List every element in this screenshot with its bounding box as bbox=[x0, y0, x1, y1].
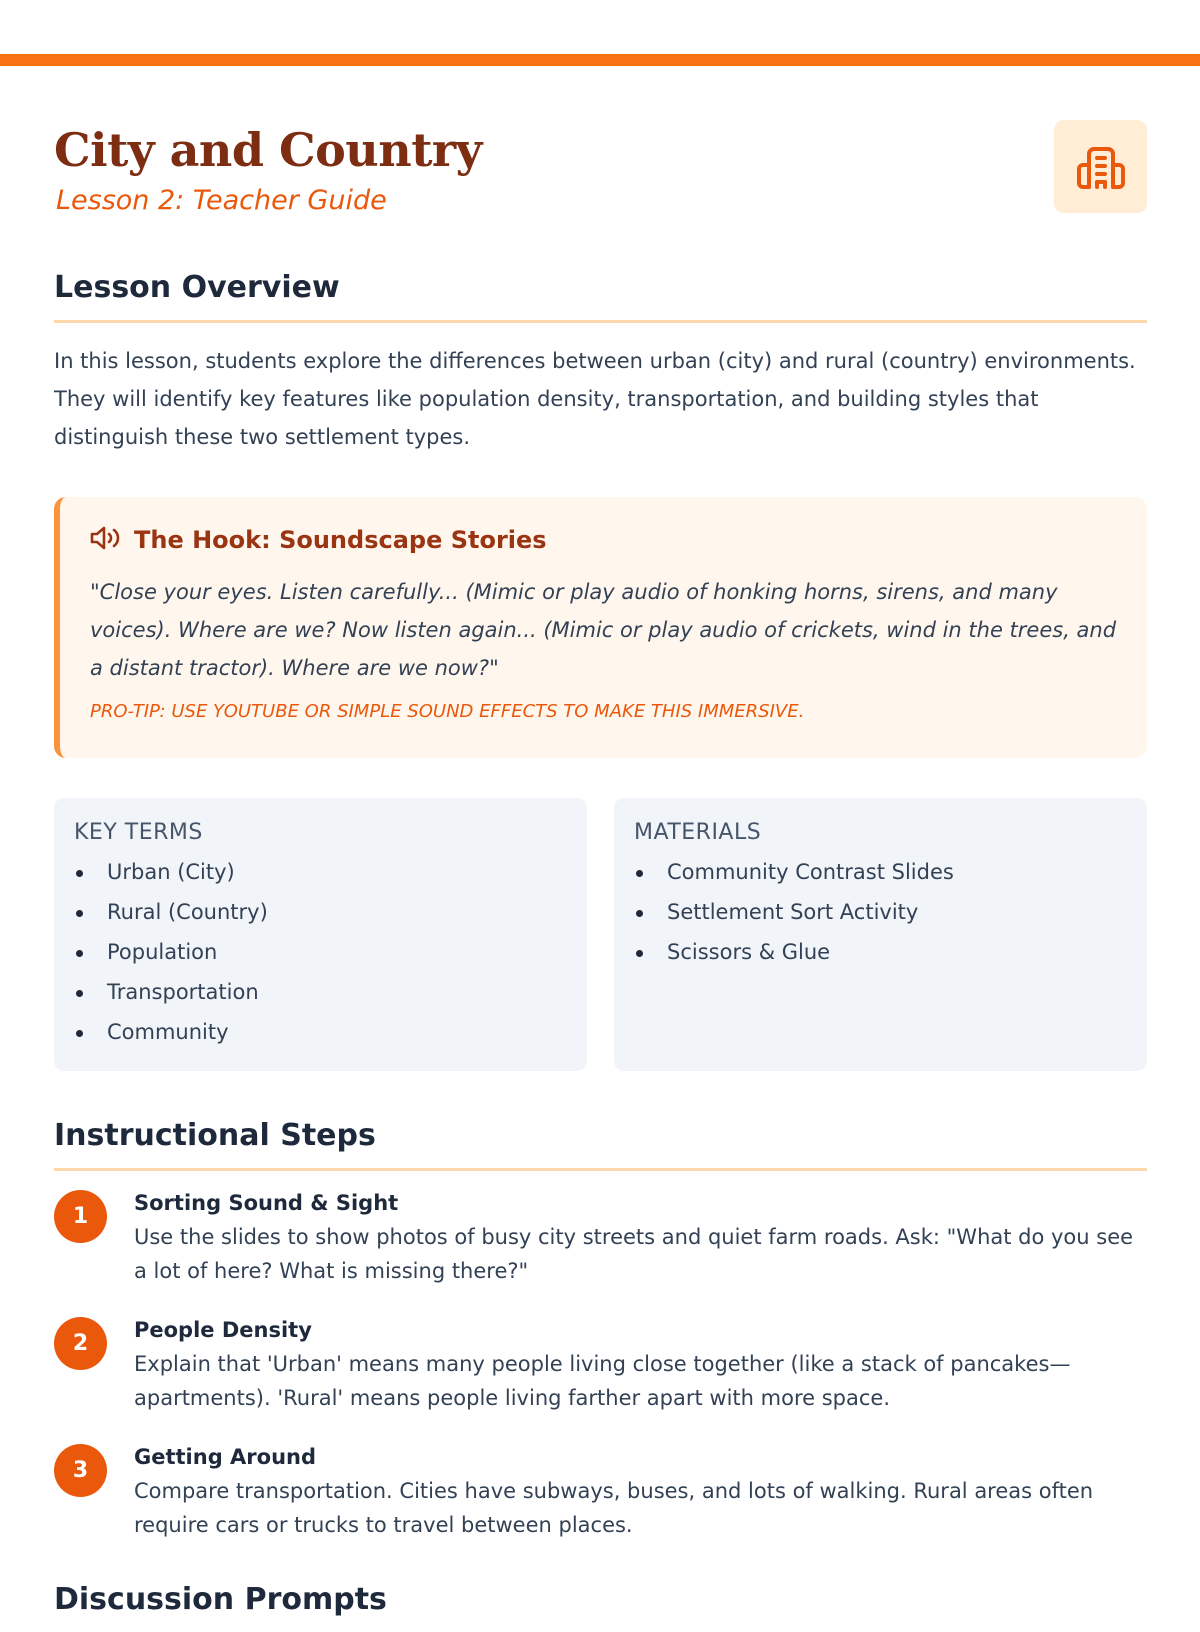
materials-list bbox=[634, 852, 1127, 972]
step-text: Compare transportation. Cities have subways, buses, and lots of walking. Rural areas often require cars or trucks to travel between places. bbox=[134, 1479, 1094, 1537]
list-item: Community Contrast Slides bbox=[634, 852, 1127, 892]
hook-callout bbox=[54, 497, 1147, 758]
materials-card bbox=[614, 798, 1147, 1071]
discussion-heading: Discussion Prompts bbox=[54, 1582, 387, 1617]
list-item: Community bbox=[74, 1012, 567, 1052]
list-item: Transportation bbox=[74, 972, 567, 1012]
step-title: People Density bbox=[134, 1318, 312, 1342]
step-text: Explain that 'Urban' means many people living close together (like a stack of pancakes—apartments). 'Rural' means people living farther apart with more space. bbox=[134, 1352, 1071, 1410]
list-item: Urban (City) bbox=[74, 852, 567, 892]
building-icon bbox=[1054, 120, 1147, 213]
overview-text: In this lesson, students explore the differences between urban (city) and rural (country) environments. They will identify key features like population density, transportation, and building styles that distinguish these two settlement types. bbox=[54, 349, 1136, 449]
top-accent-bar bbox=[0, 54, 1200, 66]
key-terms-card bbox=[54, 798, 587, 1071]
overview-heading: Lesson Overview bbox=[54, 268, 1147, 323]
hook-pro-tip: PRO-TIP: USE YOUTUBE OR SIMPLE SOUND EFFECTS TO MAKE THIS IMMERSIVE. bbox=[90, 701, 805, 722]
step-number-badge: 3 bbox=[54, 1444, 107, 1497]
step-number-badge: 2 bbox=[54, 1317, 107, 1370]
list-item: Scissors & Glue bbox=[634, 932, 1127, 972]
guide-header bbox=[54, 122, 1147, 222]
list-item: Rural (Country) bbox=[74, 892, 567, 932]
page-subtitle: Lesson 2: Teacher Guide bbox=[56, 185, 387, 216]
step-title: Getting Around bbox=[134, 1445, 317, 1469]
key-terms-list bbox=[74, 852, 567, 1052]
hook-title: The Hook: Soundscape Stories bbox=[134, 526, 547, 554]
key-terms-title: KEY TERMS bbox=[74, 820, 203, 845]
page-title: City and Country bbox=[54, 123, 482, 177]
step-title: Sorting Sound & Sight bbox=[134, 1191, 399, 1215]
step-text: Use the slides to show photos of busy city streets and quiet farm roads. Ask: "What do you see a lot of here? What is missing there?" bbox=[134, 1225, 1134, 1283]
list-item: Settlement Sort Activity bbox=[634, 892, 1127, 932]
hook-quote: "Close your eyes. Listen carefully... (Mimic or play audio of honking horns, sirens, and many voices). Where are we? Now listen again... (Mimic or play audio of crickets, wind in the trees, and a distant tractor). Where are we now?" bbox=[90, 580, 1117, 680]
materials-title: MATERIALS bbox=[634, 820, 762, 845]
list-item: Population bbox=[74, 932, 567, 972]
step-number-badge: 1 bbox=[54, 1190, 107, 1243]
speaker-icon bbox=[90, 525, 122, 555]
steps-heading: Instructional Steps bbox=[54, 1116, 1147, 1171]
